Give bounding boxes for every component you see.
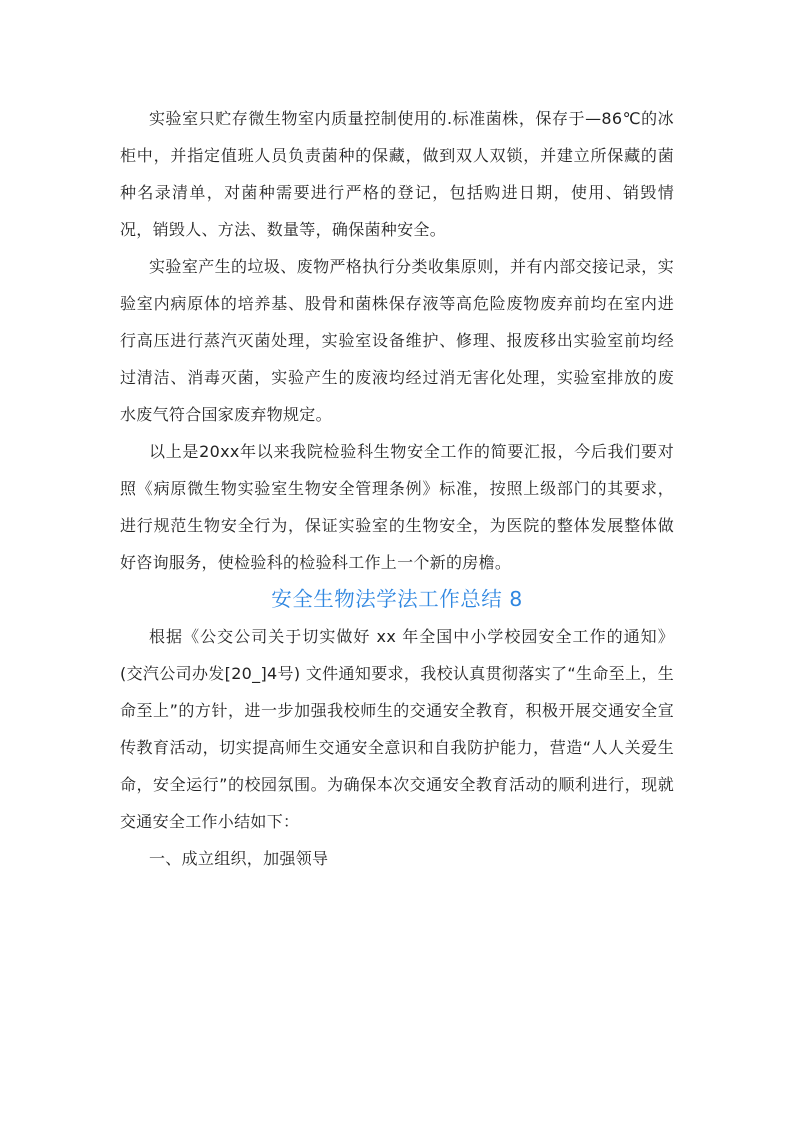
document-body (120, 100, 674, 877)
paragraph-waste-handling: 实验室产生的垃圾、废物严格执行分类收集原则，并有内部交接记录，实验室内病原体的培养基、股骨和菌株保存液等高危险废物废弃前均在室内进行高压进行蒸汽灭菌处理，实验室设备维护、修理、报废移出实验室前均经过清洁、消毒灭菌，实验产生的废液均经过消无害化处理，实验室排放的废水废气符合国家废弃物规定。 (120, 257, 674, 424)
paragraph-strain-storage: 实验室只贮存微生物室内质量控制使用的.标准菌株，保存于—86℃的冰柜中，并指定值班人员负责菌种的保藏，做到双人双锁，并建立所保藏的菌种名录清单，对菌种需要进行严格的登记，包括购进日期，使用、销毁情况，销毁人、方法、数量等，确保菌种安全。 (120, 109, 674, 239)
section-title: 安全生物法学法工作总结 8 (271, 587, 523, 611)
paragraph-summary-conclusion: 以上是20xx年以来我院检验科生物安全工作的简要汇报，今后我们要对照《病原微生物实验室生物安全管理条例》标准，按照上级部门的其要求，进行规范生物安全行为，保证实验室的生物安全，为医院的整体发展整体做好咨询服务，使检验科的检验科工作上一个新的房檐。 (120, 442, 674, 572)
paragraph-subheading-organization: 一、成立组织，加强领导 (149, 849, 329, 868)
paragraph-traffic-safety-intro: 根据《公交公司关于切实做好 xx 年全国中小学校园安全工作的通知》(交汽公司办发[20_]4号) 文件通知要求，我校认真贯彻落实了“生命至上，生命至上”的方针，进一步加强我校师生的交通安全教育，积极开展交通安全宣传教育活动，切实提高师生交通安全意识和自我防护能力，营造“人人关爱生命，安全运行”的校园氛围。为确保本次交通安全教育活动的顺利进行，现就交通安全工作小结如下： (120, 627, 674, 831)
